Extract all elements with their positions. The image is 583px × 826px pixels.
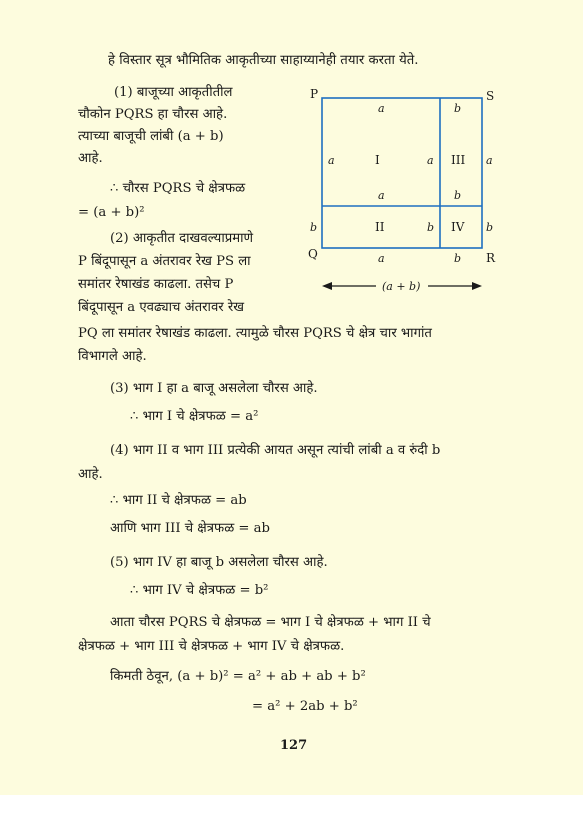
- right-a-label: a: [486, 154, 493, 167]
- right-b-label: b: [486, 221, 494, 234]
- para1-line4: आहे.: [78, 151, 103, 166]
- page-number: 127: [280, 738, 308, 753]
- para3-result: ∴ भाग I चे क्षेत्रफळ = a²: [130, 409, 259, 424]
- para1-line1: (1) बाजूच्या आकृतीतील: [114, 85, 233, 100]
- middle-a-label: a: [378, 189, 385, 202]
- left-a-label: a: [328, 154, 335, 167]
- part-iii-label: III: [451, 153, 466, 167]
- left-b-label: b: [310, 221, 318, 234]
- conclusion-line2: क्षेत्रफळ + भाग III चे क्षेत्रफळ + भाग IV चे क्षेत्रफळ.: [78, 639, 345, 654]
- bottom-a-label: a: [378, 252, 385, 265]
- inner-a-label: a: [427, 154, 434, 167]
- part-i-label: I: [375, 153, 380, 167]
- para4-line1: (4) भाग II व भाग III प्रत्येकी आयत असून त्यांची लांबी a व रुंदी b: [110, 443, 441, 458]
- intro-line: हे विस्तार सूत्र भौमितिक आकृतीच्या साहाय्यानेही तयार करता येते.: [108, 53, 419, 68]
- area-statement: ∴ चौरस PQRS चे क्षेत्रफळ: [110, 181, 246, 196]
- para2-line1: (2) आकृतीत दाखवल्याप्रमाणे: [110, 231, 254, 246]
- para3-line: (3) भाग I हा a बाजू असलेला चौरस आहे.: [110, 381, 318, 396]
- arrowhead-right-icon: [472, 282, 482, 290]
- para1-line2: चौकोन PQRS हा चौरस आहे.: [78, 107, 228, 122]
- square-diagram: [296, 86, 502, 306]
- vertex-p: P: [310, 87, 319, 101]
- conclusion-line4: = a² + 2ab + b²: [252, 699, 358, 714]
- inner-b-label: b: [427, 221, 435, 234]
- conclusion-line1: आता चौरस PQRS चे क्षेत्रफळ = भाग I चे क्षेत्रफळ + भाग II चे: [110, 615, 431, 630]
- top-b-label: b: [454, 102, 462, 115]
- para5-line: (5) भाग IV हा बाजू b असलेला चौरस आहे.: [110, 555, 328, 570]
- arrowhead-left-icon: [322, 282, 332, 290]
- para1-line3: त्याच्या बाजूची लांबी (a + b): [78, 129, 224, 144]
- para2-line4: बिंदूपासून a एवढ्याच अंतरावर रेख: [78, 300, 245, 315]
- para4-line2: आहे.: [78, 467, 103, 482]
- para2-line3: समांतर रेषाखंड काढला. तसेच P: [78, 277, 234, 292]
- para2-line6: विभागले आहे.: [78, 349, 147, 364]
- para5-result: ∴ भाग IV चे क्षेत्रफळ = b²: [130, 583, 269, 598]
- vertex-s: S: [486, 89, 495, 103]
- part-ii-label: II: [375, 220, 385, 234]
- bottom-b-label: b: [454, 252, 462, 265]
- area-value: = (a + b)²: [78, 205, 145, 220]
- para4-result2: आणि भाग III चे क्षेत्रफळ = ab: [110, 521, 270, 536]
- vertex-q: Q: [308, 247, 318, 261]
- vertex-r: R: [486, 251, 496, 265]
- conclusion-line3: किमती ठेवून, (a + b)² = a² + ab + ab + b²: [110, 669, 366, 684]
- para2-line2: P बिंदूपासून a अंतरावर रेख PS ला: [78, 254, 251, 269]
- width-label: (a + b): [382, 280, 421, 293]
- top-a-label: a: [378, 102, 385, 115]
- para4-result1: ∴ भाग II चे क्षेत्रफळ = ab: [110, 493, 247, 508]
- part-iv-label: IV: [451, 220, 465, 234]
- middle-b-label: b: [454, 189, 462, 202]
- para2-line5: PQ ला समांतर रेषाखंड काढला. त्यामुळे चौरस PQRS चे क्षेत्र चार भागांत: [78, 326, 432, 341]
